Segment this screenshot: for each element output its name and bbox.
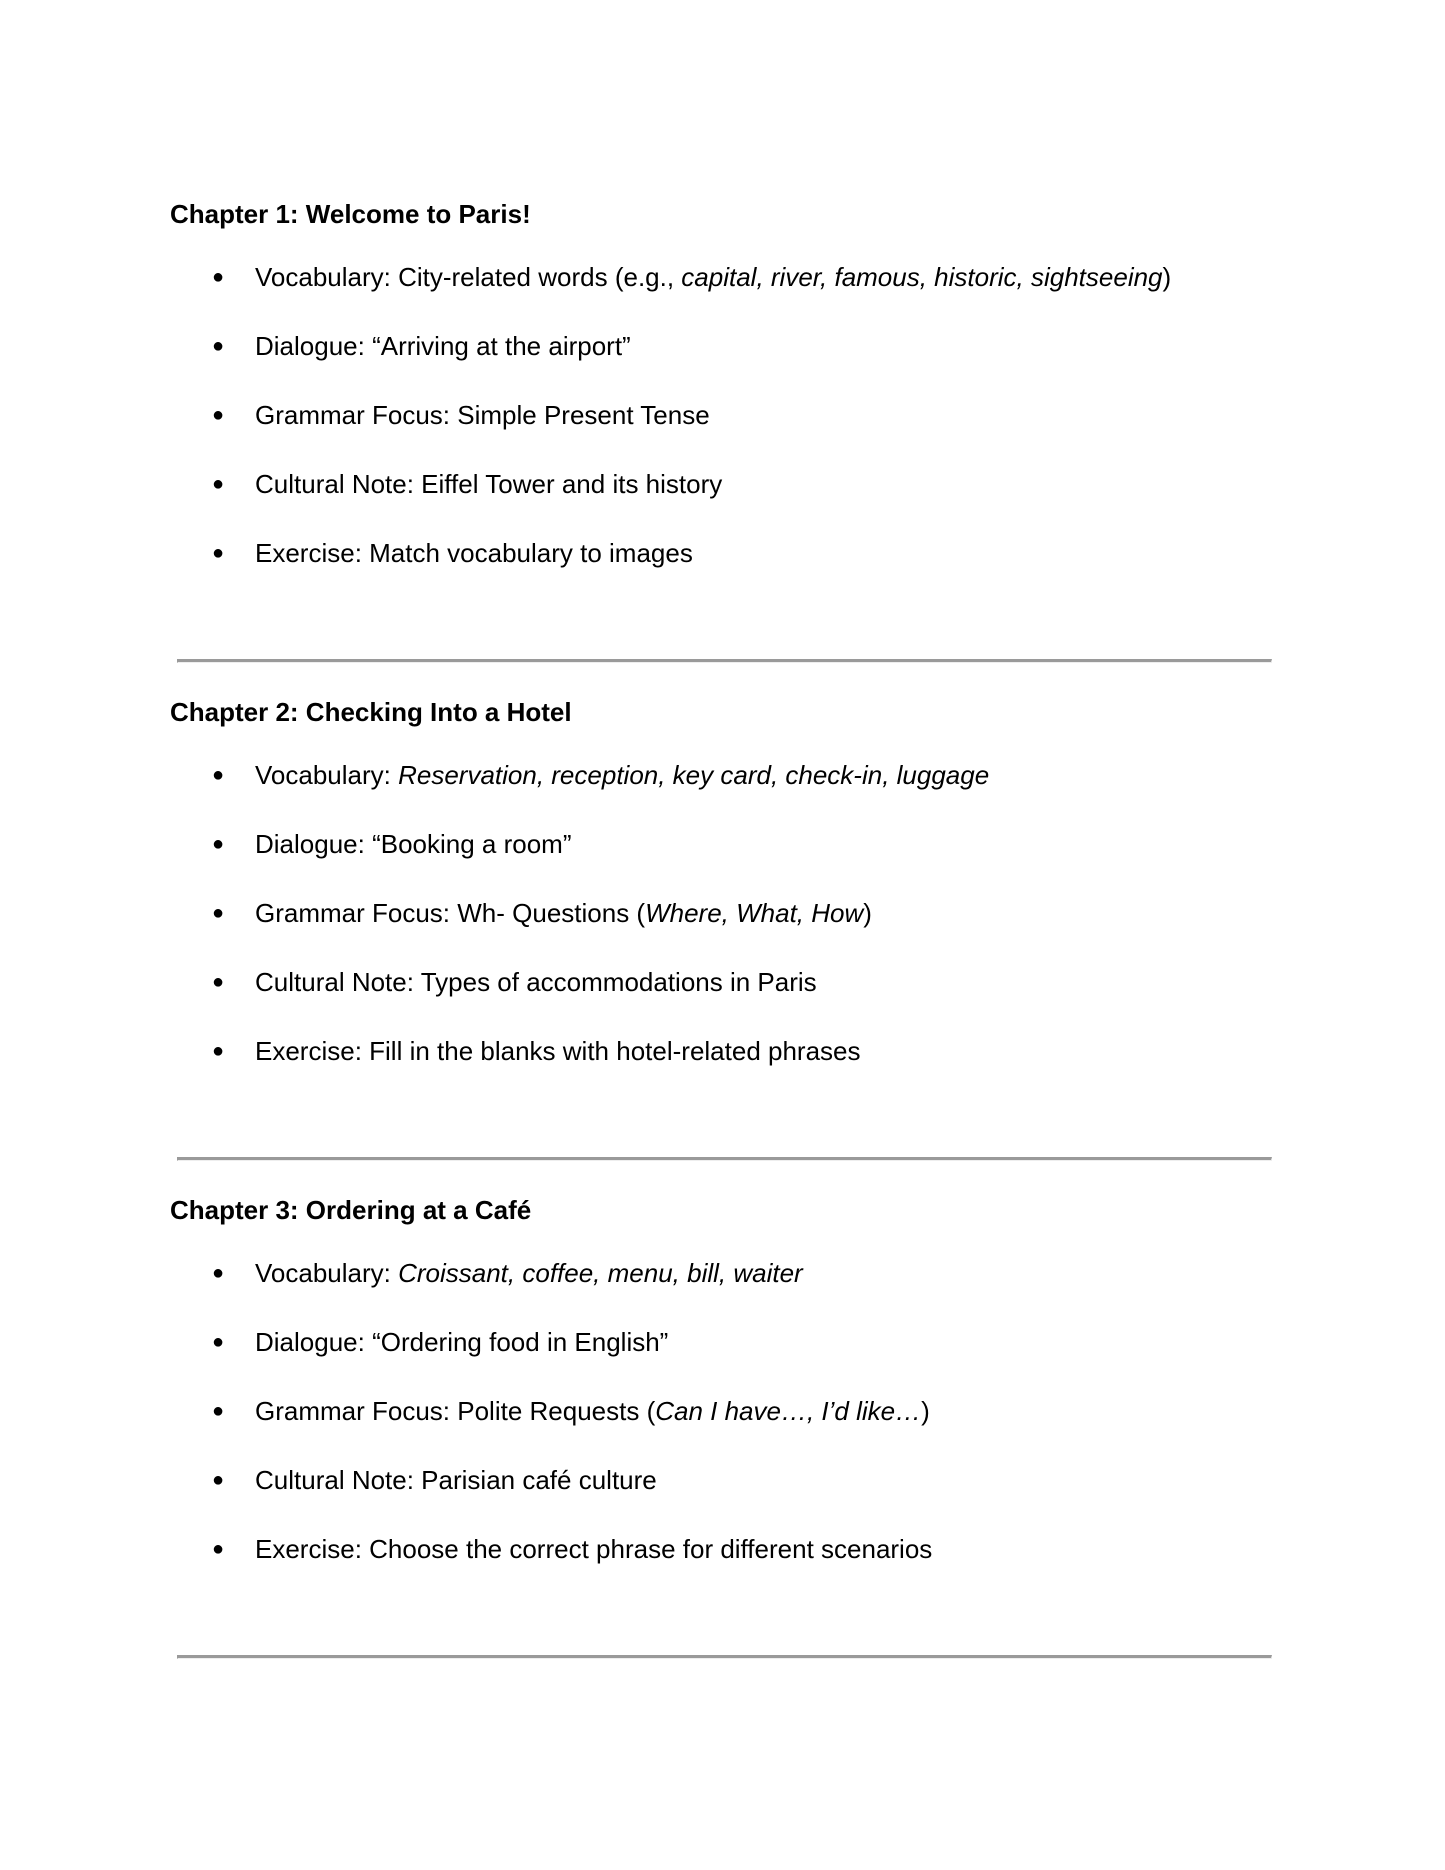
list-item bbox=[0, 1033, 1445, 1102]
list-item-text: Vocabulary: Croissant, coffee, menu, bill, waiter bbox=[255, 1258, 803, 1288]
list-item bbox=[0, 328, 1445, 397]
list-item bbox=[0, 1255, 1445, 1324]
bullet-icon: ● bbox=[212, 1400, 225, 1422]
list-item bbox=[0, 895, 1445, 964]
list-item bbox=[0, 757, 1445, 826]
bullet-icon: ● bbox=[212, 473, 225, 495]
list-item bbox=[0, 964, 1445, 1033]
bullet-icon: ● bbox=[212, 542, 225, 564]
chapter-title: Chapter 1: Welcome to Paris! bbox=[170, 199, 531, 229]
section-divider bbox=[177, 1655, 1272, 1659]
bullet-icon: ● bbox=[212, 404, 225, 426]
bullet-icon: ● bbox=[212, 971, 225, 993]
list-item-text: Exercise: Fill in the blanks with hotel-related phrases bbox=[255, 1036, 861, 1066]
chapter-title: Chapter 3: Ordering at a Café bbox=[170, 1195, 532, 1225]
list-item bbox=[0, 1324, 1445, 1393]
bullet-icon: ● bbox=[212, 902, 225, 924]
list-item-text: Grammar Focus: Wh- Questions (Where, What, How) bbox=[255, 898, 872, 928]
list-item-text: Dialogue: “Ordering food in English” bbox=[255, 1327, 669, 1357]
list-item-text: Cultural Note: Parisian café culture bbox=[255, 1465, 657, 1495]
list-item bbox=[0, 466, 1445, 535]
list-item bbox=[0, 259, 1445, 328]
list-item bbox=[0, 1531, 1445, 1600]
chapter-title: Chapter 2: Checking Into a Hotel bbox=[170, 697, 572, 727]
list-item-text: Cultural Note: Eiffel Tower and its history bbox=[255, 469, 723, 499]
chapter-item-list bbox=[0, 1255, 1445, 1600]
list-item bbox=[0, 1462, 1445, 1531]
list-item-text: Dialogue: “Booking a room” bbox=[255, 829, 572, 859]
list-item-text: Vocabulary: Reservation, reception, key card, check-in, luggage bbox=[255, 760, 990, 790]
list-item-text: Vocabulary: City-related words (e.g., capital, river, famous, historic, sightseeing) bbox=[255, 262, 1172, 292]
section-divider bbox=[177, 659, 1272, 663]
list-item-text: Grammar Focus: Simple Present Tense bbox=[255, 400, 710, 430]
section-divider bbox=[177, 1157, 1272, 1161]
bullet-icon: ● bbox=[212, 1469, 225, 1491]
list-item bbox=[0, 535, 1445, 604]
list-item-text: Cultural Note: Types of accommodations in Paris bbox=[255, 967, 817, 997]
bullet-icon: ● bbox=[212, 335, 225, 357]
chapter-item-list bbox=[0, 259, 1445, 604]
list-item-text: Grammar Focus: Polite Requests (Can I have…, I’d like…) bbox=[255, 1396, 930, 1426]
list-item bbox=[0, 1393, 1445, 1462]
bullet-icon: ● bbox=[212, 1538, 225, 1560]
bullet-icon: ● bbox=[212, 764, 225, 786]
bullet-icon: ● bbox=[212, 1331, 225, 1353]
list-item-text: Exercise: Choose the correct phrase for different scenarios bbox=[255, 1534, 933, 1564]
list-item-text: Dialogue: “Arriving at the airport” bbox=[255, 331, 631, 361]
bullet-icon: ● bbox=[212, 266, 225, 288]
bullet-icon: ● bbox=[212, 1040, 225, 1062]
bullet-icon: ● bbox=[212, 833, 225, 855]
chapter-item-list bbox=[0, 757, 1445, 1102]
list-item bbox=[0, 826, 1445, 895]
list-item bbox=[0, 397, 1445, 466]
list-item-text: Exercise: Match vocabulary to images bbox=[255, 538, 693, 568]
bullet-icon: ● bbox=[212, 1262, 225, 1284]
